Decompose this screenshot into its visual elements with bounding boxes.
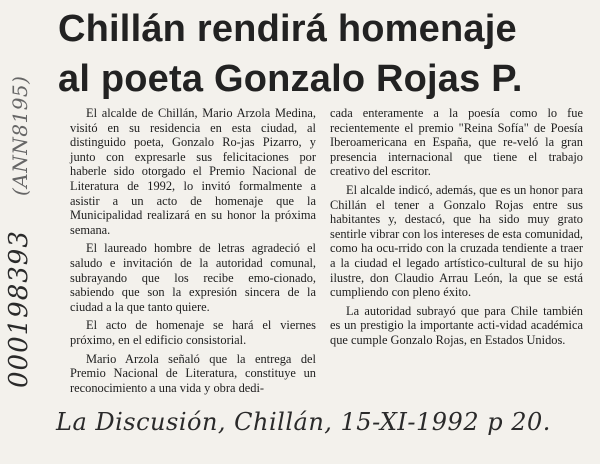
paragraph: cada enteramente a la poesía como lo fue recientemente el premio "Reina Sofía" de Poesía Iberoamericana en España, que re-veló la gran presencia internacional que tiene el trabajo creativo del escritor. [330, 106, 583, 179]
handwritten-source-note: La Discusión, Chillán, 15-XI-1992 p 20. [56, 408, 551, 436]
headline [58, 4, 588, 104]
paragraph: El laureado hombre de letras agradeció el saludo e invitación de la autoridad comunal, subrayando que los recibe emo-cionado, sabiendo que son la expresión sincera de la ciudad a la que tanto quiere. [70, 241, 316, 314]
headline-line-2: al poeta Gonzalo Rojas P. [58, 58, 523, 100]
paragraph: El alcalde de Chillán, Mario Arzola Medina, visitó en su residencia en esta ciudad, al distinguido poeta, Gonzalo Ro-jas Pizarro, y junto con expresarle sus felicitaciones por haberle sido otorgado el Premio Nacional de Literatura de 1992, lo invitó formalmente a asistir a un acto de homenaje que la Municipalidad realizará en su honor la próxima semana. [70, 106, 316, 237]
paragraph: La autoridad subrayó que para Chile también es un prestigio la importante acti-vidad académica que cumple Gonzalo Rojas, en Estados Unidos. [330, 303, 583, 347]
article-column-1 [70, 106, 316, 399]
paragraph: El acto de homenaje se hará el viernes próximo, en el edificio consistorial. [70, 318, 316, 347]
handwritten-catalog-number: 000198393 [4, 230, 34, 388]
paragraph: El alcalde indicó, además, que es un honor para Chillán el tener a Gonzalo Rojas entre sus habitantes y, destacó, que ha sido muy grato sentirle vibrar con los intereses de esta comunidad, como ha ocu-rrido con la cruzada tendiente a traer a la ciudad el legado artístico-cultural de su hijo ilustre, don Claudio Arrau León, la que se está cumpliendo con pleno éxito. [330, 182, 583, 300]
headline-line-1: Chillán rendirá homenaje [58, 8, 517, 50]
article-column-2 [330, 106, 583, 352]
handwritten-side-date: (ANN8195) [8, 75, 32, 196]
paragraph: Mario Arzola señaló que la entrega del Premio Nacional de Literatura, constituye un reconocimiento a una vida y obra dedi- [70, 351, 316, 395]
